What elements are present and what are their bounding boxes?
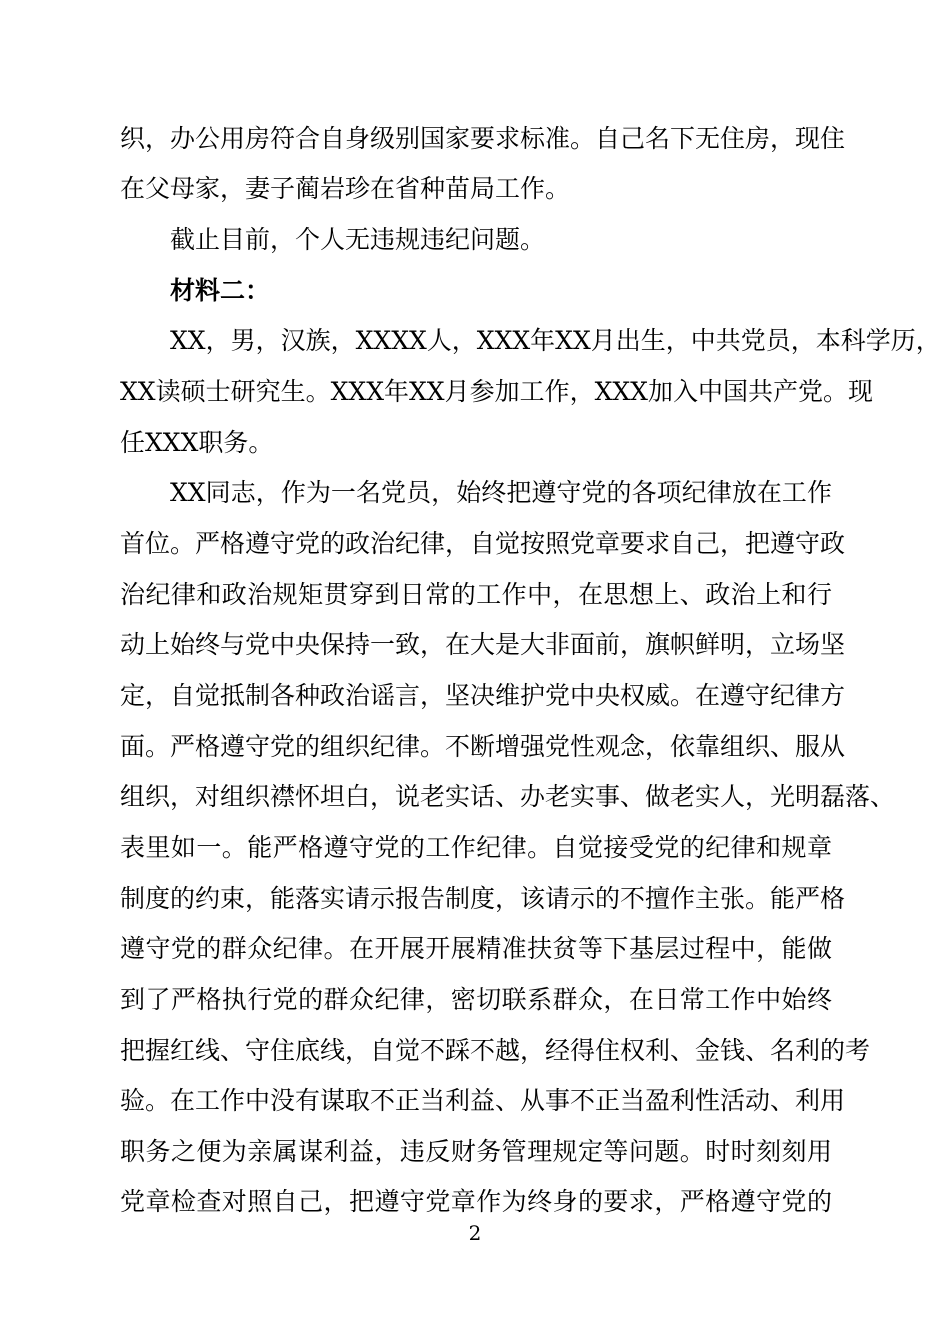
text-line: 定，自觉抵制各种政治谣言，坚决维护党中央权威。在遵守纪律方 [120, 681, 846, 710]
text-line: 截止目前，个人无违规违纪问题。 [170, 225, 546, 254]
text-line: 遵守党的群众纪律。在开展开展精准扶贫等下基层过程中，能做 [120, 934, 832, 963]
text-line: 职务之便为亲属谋利益，违反财务管理规定等问题。时时刻刻用 [120, 1137, 832, 1166]
text-line: 首位。严格遵守党的政治纪律，自觉按照党章要求自己，把遵守政 [120, 529, 846, 558]
text-line: 动上始终与党中央保持一致，在大是大非面前，旗帜鲜明，立场坚 [120, 630, 846, 659]
text-line: XX读硕士研究生。XXX年XX月参加工作，XXX加入中国共产党。现 [120, 377, 873, 406]
text-line: 任XXX职务。 [120, 428, 274, 457]
text-line: 治纪律和政治规矩贯穿到日常的工作中，在思想上、政治上和行 [120, 580, 832, 609]
text-line: 把握红线、守住底线，自觉不踩不越，经得住权利、金钱、名利的考 [120, 1036, 871, 1065]
text-line: 表里如一。能严格遵守党的工作纪律。自觉接受党的纪律和规章 [120, 833, 832, 862]
text-line: 验。在工作中没有谋取不正当利益、从事不正当盈利性活动、利用 [120, 1086, 846, 1115]
text-line: XX，男，汉族，XXXX人，XXX年XX月出生，中共党员，本科学历， [170, 326, 941, 355]
text-line: 面。严格遵守党的组织纪律。不断增强党性观念，依靠组织、服从 [120, 732, 846, 761]
section-heading: 材料二： [170, 276, 271, 305]
text-line: 在父母家，妻子蔺岩珍在省种苗局工作。 [120, 174, 571, 203]
text-line: 党章检查对照自己，把遵守党章作为终身的要求，严格遵守党的 [120, 1187, 832, 1216]
text-line: 组织，对组织襟怀坦白，说老实话、办老实事、做老实人，光明磊落、 [120, 782, 896, 811]
text-line: 到了严格执行党的群众纪律，密切联系群众，在日常工作中始终 [120, 985, 832, 1014]
text-line: 织，办公用房符合自身级别国家要求标准。自己名下无住房，现住 [120, 124, 846, 153]
page-number: 2 [468, 1221, 482, 1245]
text-line: 制度的约束，能落实请示报告制度，该请示的不擅作主张。能严格 [120, 884, 846, 913]
text-line: XX同志，作为一名党员，始终把遵守党的各项纪律放在工作 [170, 478, 832, 507]
